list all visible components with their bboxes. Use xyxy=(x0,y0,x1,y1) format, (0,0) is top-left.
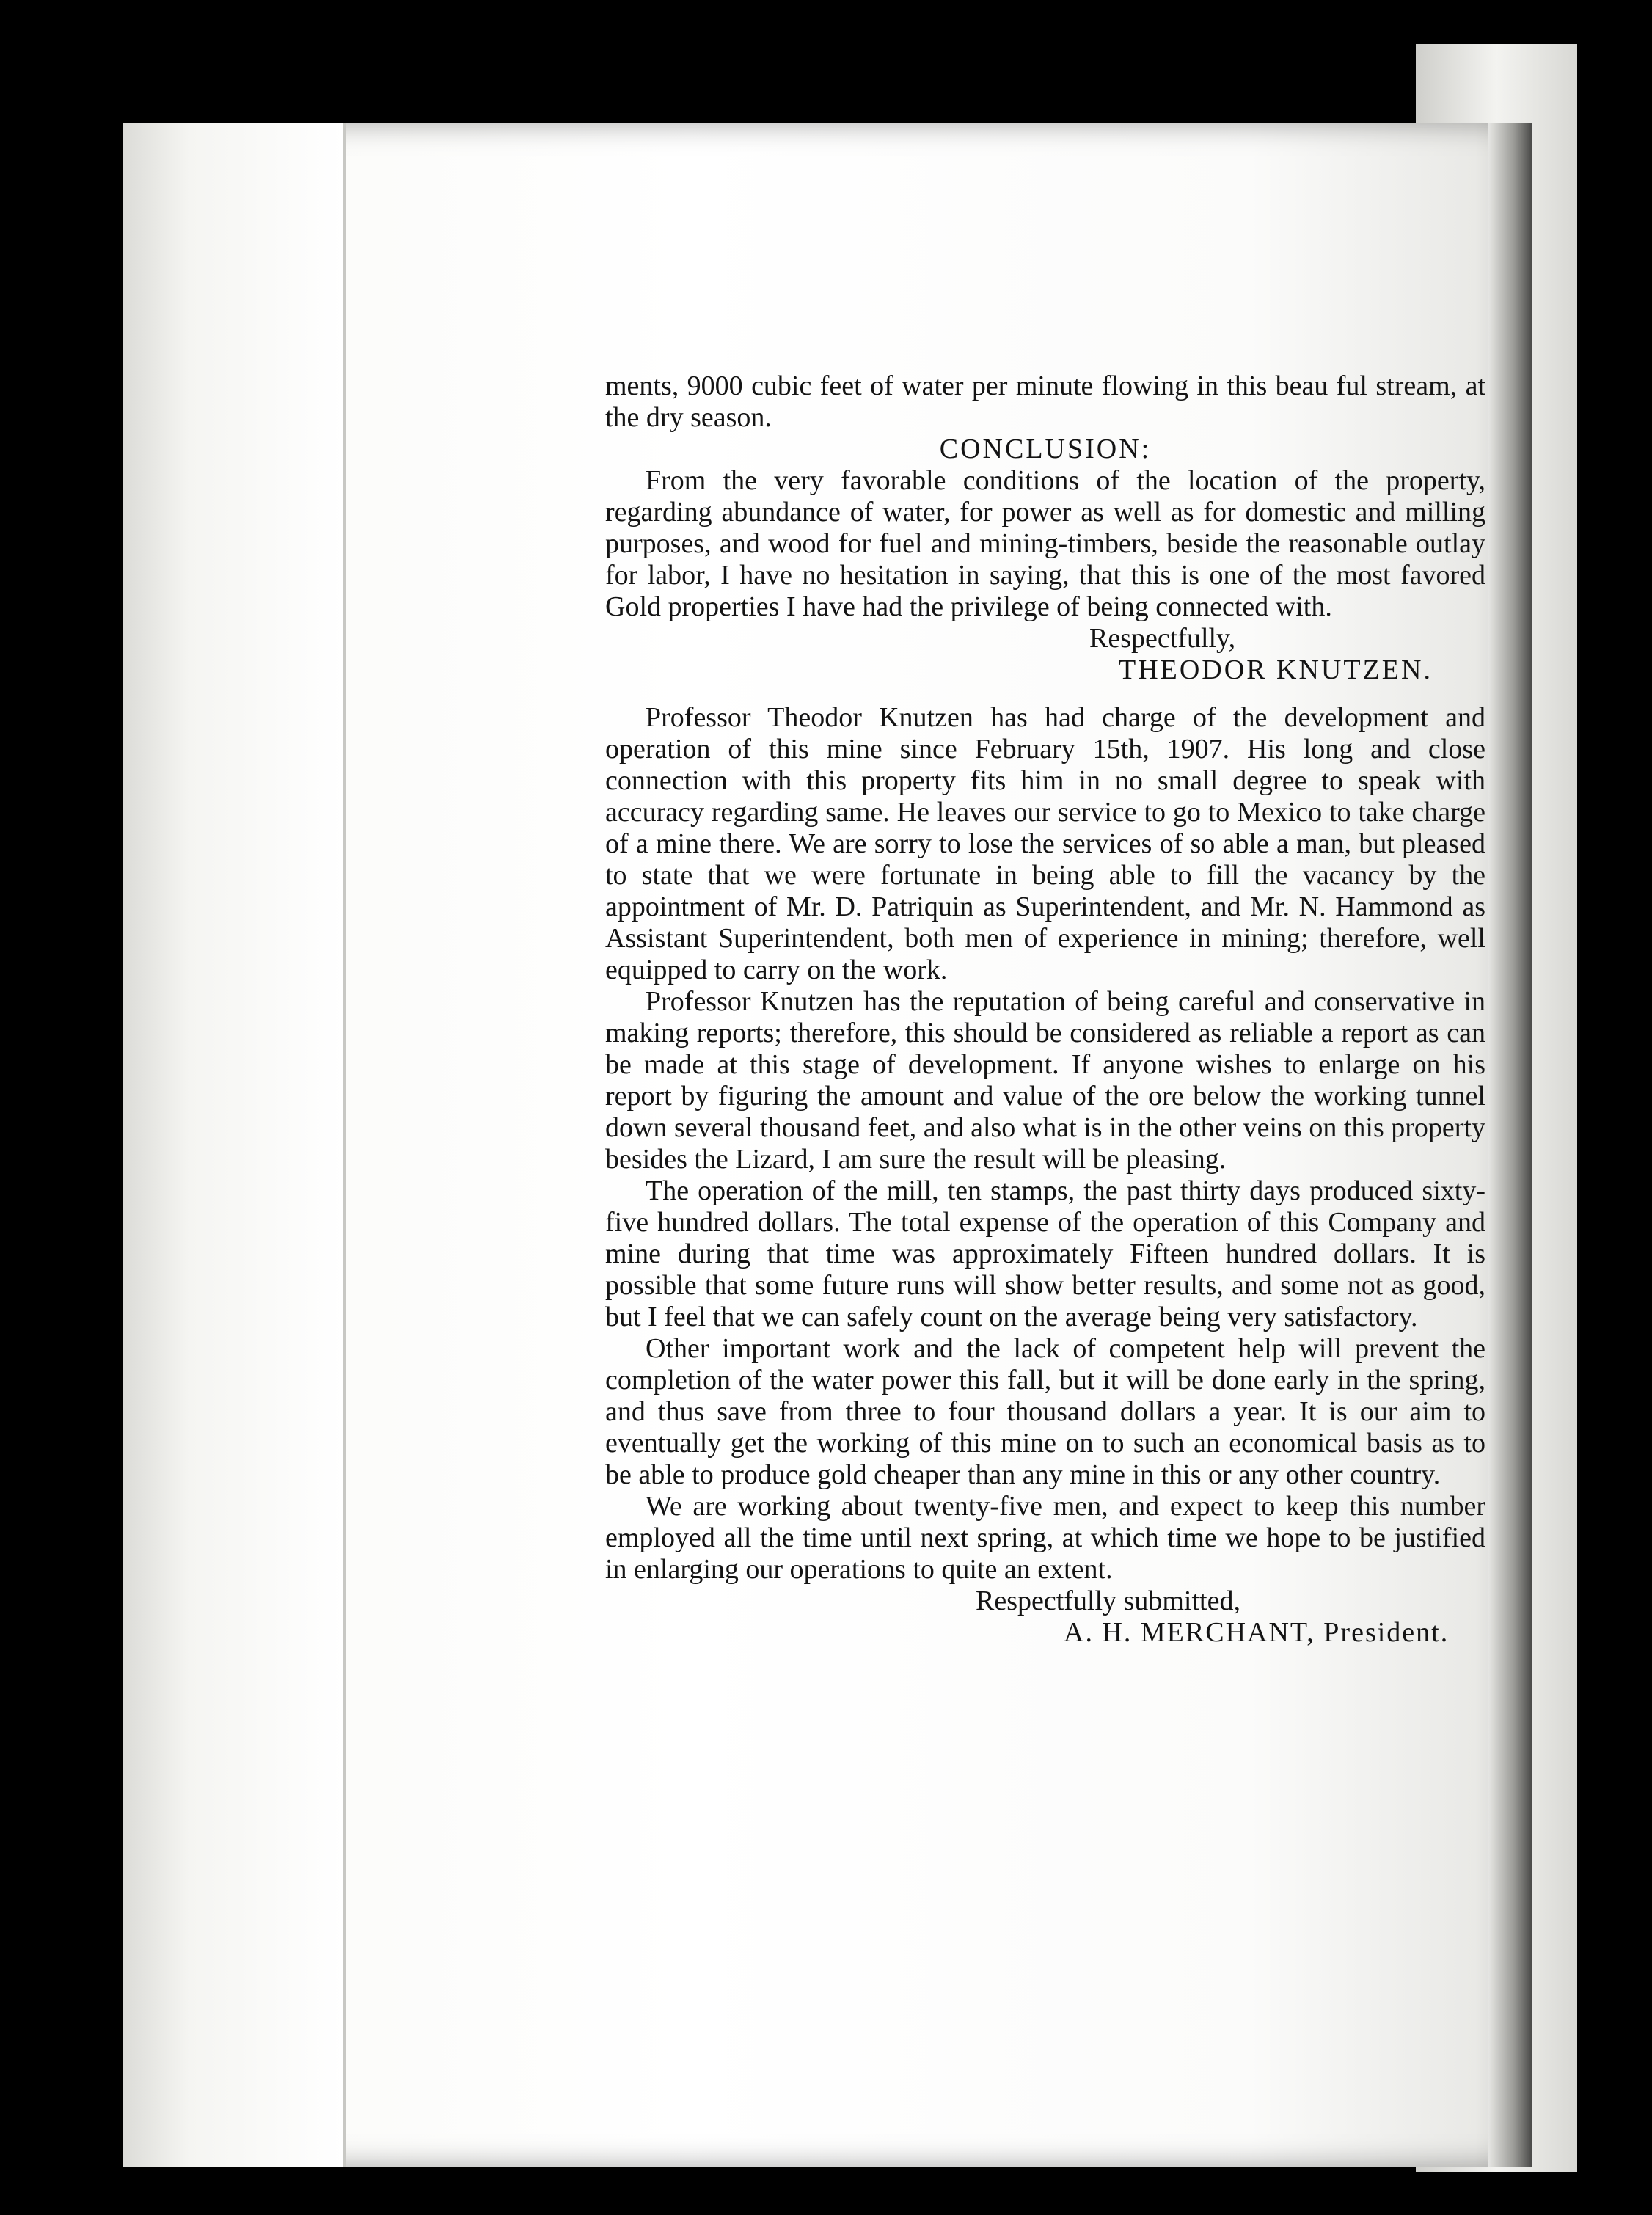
page-right-edge xyxy=(1488,123,1532,2167)
signature-merchant: A. H. MERCHANT, President. xyxy=(1064,1617,1450,1648)
body-paragraph: The operation of the mill, ten stamps, the past thirty days produced sixty-five hundred dollars. The total expense of the operation of this Company and mine during that time was approximately Fifteen hundred dollars. It is possible that some future runs will show better results, and some not as good, but I feel that we can safely count on the average being very satisfactory. xyxy=(605,1175,1485,1332)
signature-knutzen: THEODOR KNUTZEN. xyxy=(1119,654,1433,685)
body-paragraph: Professor Theodor Knutzen has had charge of the development and operation of this mine since February 15th, 1907. His long and close connection with this property fits him in no small degree to speak with accuracy regarding same. He leaves our service to go to Mexico to take charge of a mine there. We are sorry to lose the services of so able a man, but pleased to state that we were fortunate in being able to fill the vacancy by the appointment of Mr. D. Patriquin as Superintendent, and Mr. N. Hammond as Assistant Superintendent, both men of experience in mining; therefore, well equipped to carry on the work. xyxy=(605,702,1485,985)
closing-respectfully: Respectfully, xyxy=(1089,623,1236,654)
body-paragraph: Other important work and the lack of competent help will prevent the completion of the water power this fall, but it will be done early in the spring, and thus save from three to four thousand dollars a year. It is our aim to eventually get the working of this mine on to such an economical basis as to be able to produce gold cheaper than any mine in this or any other country. xyxy=(605,1333,1485,1490)
conclusion-paragraph: From the very favorable conditions of the location of the property, regarding abundance of water, for power as well as for domestic and milling purposes, and wood for fuel and mining-timbers, beside the reasonable outlay for labor, I have no hesitation in saying, that this is one of the most favored Gold properties I have had the privilege of being connected with. xyxy=(605,465,1485,622)
body-paragraph: Professor Knutzen has the reputation of being careful and conservative in making reports; therefore, this should be considered as reliable a report as can be made at this stage of development. If anyone wishes to enlarge on his report by figuring the amount and value of the ore below the working tunnel down several thousand feet, and also what is in the other veins on this property besides the Lizard, I am sure the result will be pleasing. xyxy=(605,986,1485,1175)
opening-paragraph: ments, 9000 cubic feet of water per minute flowing in this beau ful stream, at the dry season. xyxy=(605,371,1485,433)
closing-respectfully-submitted: Respectfully submitted, xyxy=(976,1585,1240,1616)
conclusion-heading: CONCLUSION: xyxy=(939,434,1152,464)
spacer xyxy=(605,686,1485,702)
folded-page-strip xyxy=(123,123,346,2167)
letter-text xyxy=(605,371,1485,1649)
body-paragraph: We are working about twenty-five men, and expect to keep this number employed all the time until next spring, at which time we hope to be justified in enlarging our operations to quite an extent. xyxy=(605,1491,1485,1585)
